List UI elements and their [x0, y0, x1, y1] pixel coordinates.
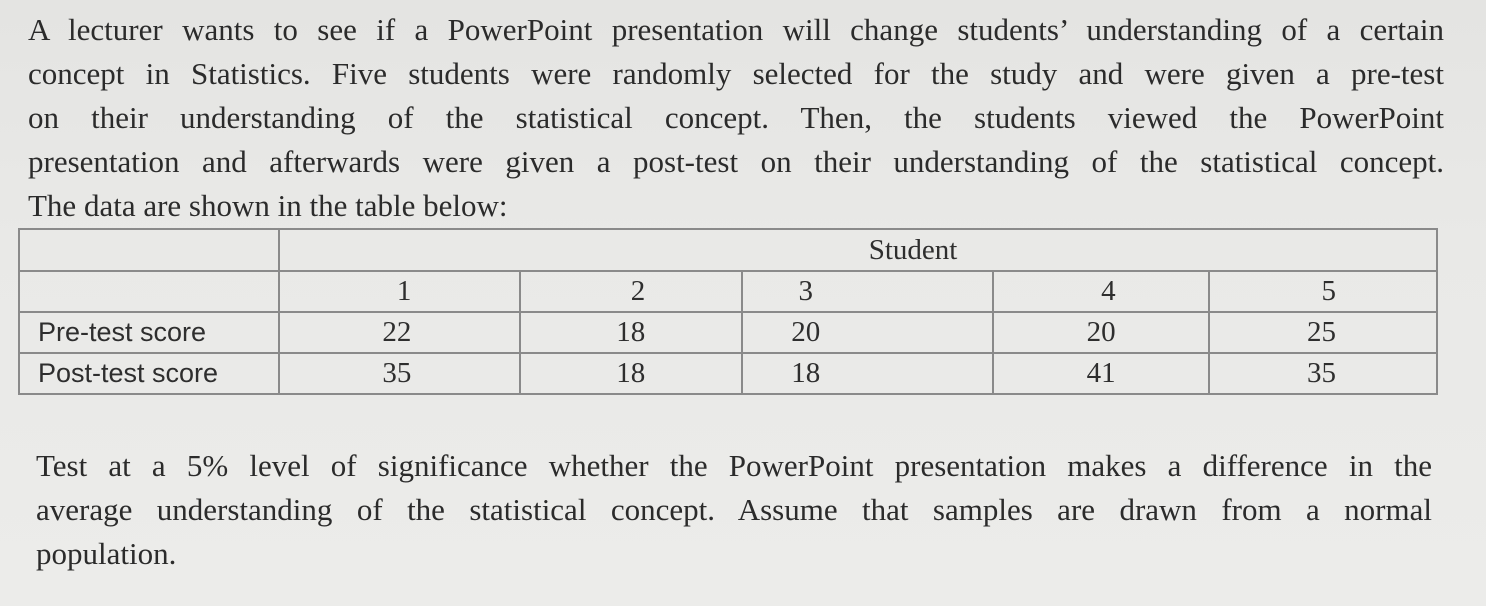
- empty-corner-cell: [19, 229, 279, 271]
- problem-question: [36, 444, 1432, 576]
- table-row: [19, 312, 1437, 353]
- score-cell: 35: [1209, 353, 1437, 394]
- question-line: average understanding of the statistical concept. Assume that samples are drawn from a normal: [36, 492, 1432, 527]
- student-number-row: [19, 271, 1437, 312]
- student-number-cell: 5: [1209, 271, 1437, 312]
- intro-line: A lecturer wants to see if a PowerPoint presentation will change students’ understanding of a certain: [28, 12, 1444, 47]
- row-label: Pre-test score: [19, 312, 279, 353]
- student-number-cell: 4: [993, 271, 1208, 312]
- empty-label-cell: [19, 271, 279, 312]
- score-cell: 20: [742, 312, 993, 353]
- student-group-header: Student: [279, 229, 1437, 271]
- score-cell: 41: [993, 353, 1208, 394]
- intro-line: on their understanding of the statistical concept. Then, the students viewed the PowerPoint: [28, 100, 1444, 135]
- row-label: Post-test score: [19, 353, 279, 394]
- intro-line: The data are shown in the table below:: [28, 188, 508, 223]
- table-row: [19, 353, 1437, 394]
- score-table: [18, 228, 1438, 395]
- score-cell: 35: [279, 353, 520, 394]
- student-number-cell: 2: [520, 271, 742, 312]
- problem-intro: [28, 8, 1444, 228]
- score-cell: 18: [742, 353, 993, 394]
- intro-line: presentation and afterwards were given a post-test on their understanding of the statistical concept.: [28, 144, 1444, 179]
- score-cell: 25: [1209, 312, 1437, 353]
- score-cell: 20: [993, 312, 1208, 353]
- score-cell: 18: [520, 353, 742, 394]
- table-header-row: [19, 229, 1437, 271]
- question-line: population.: [36, 536, 177, 571]
- question-line: Test at a 5% level of significance whether the PowerPoint presentation makes a difference in the: [36, 448, 1432, 483]
- student-number-cell: 3: [742, 271, 993, 312]
- score-cell: 22: [279, 312, 520, 353]
- student-number-cell: 1: [279, 271, 520, 312]
- score-cell: 18: [520, 312, 742, 353]
- intro-line: concept in Statistics. Five students were randomly selected for the study and were given a pre-test: [28, 56, 1444, 91]
